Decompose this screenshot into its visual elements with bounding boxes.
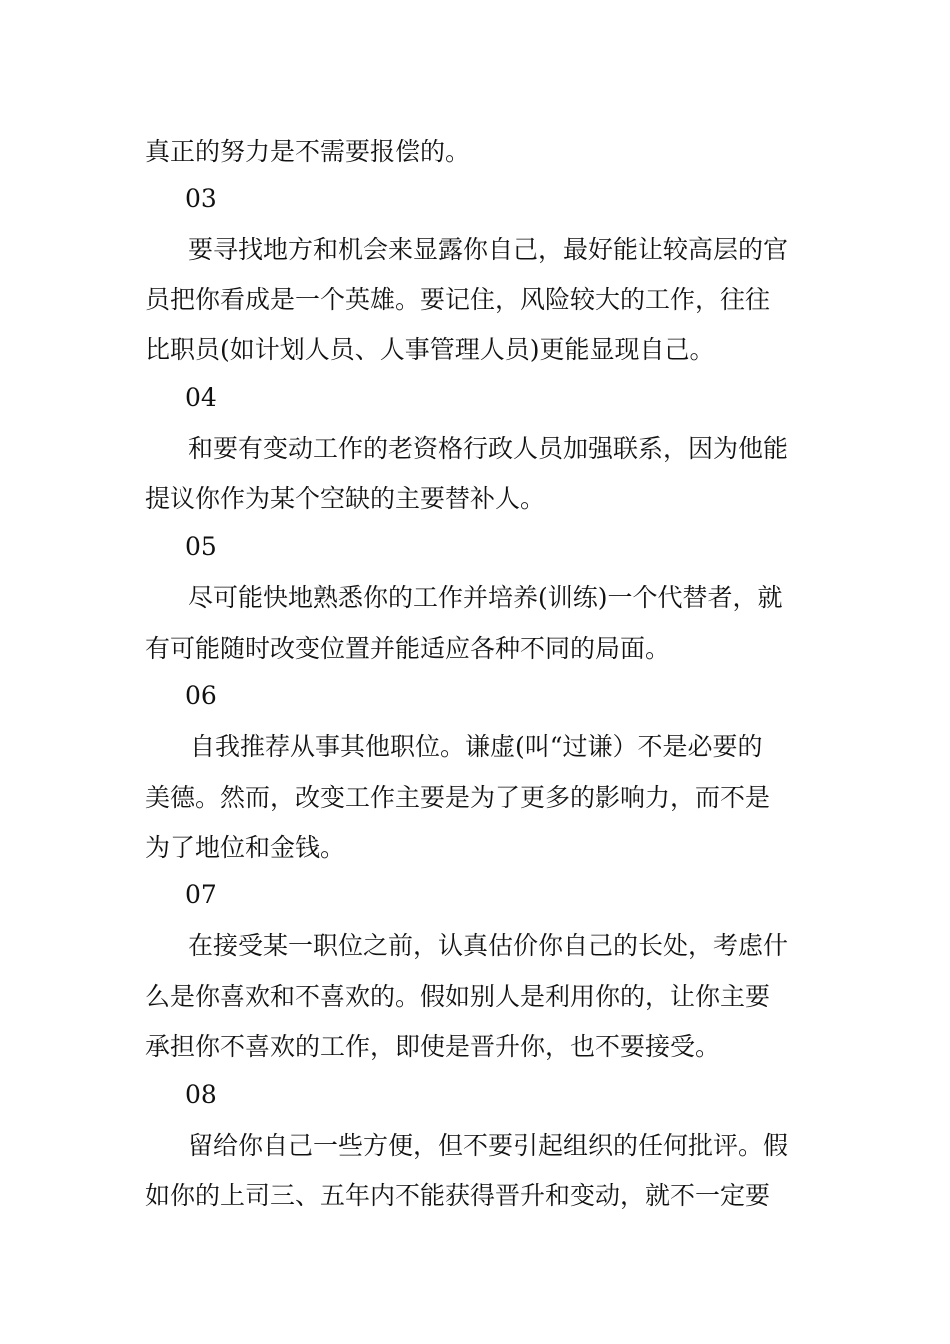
paragraph-line: 为了地位和金钱。 (145, 833, 346, 862)
paragraph-line: 要寻找地方和机会来显露你自己，最好能让较高层的官 (188, 235, 789, 264)
paragraph-line: 在接受某一职位之前，认真估价你自己的长处，考虑什 (188, 931, 789, 960)
paragraph-line: 美德。然而，改变工作主要是为了更多的影响力，而不是 (145, 783, 771, 812)
paragraph-line: 留给你自己一些方便，但不要引起组织的任何批评。假 (188, 1131, 789, 1160)
section-number: 03 (185, 184, 217, 213)
paragraph-line: 比职员(如计划人员、人事管理人员)更能显现自己。 (145, 335, 715, 364)
paragraph-line: 有可能随时改变位置并能适应各种不同的局面。 (145, 634, 671, 663)
section-number: 05 (185, 532, 217, 561)
section-number: 07 (185, 880, 217, 909)
paragraph-line: 么是你喜欢和不喜欢的。假如别人是利用你的，让你主要 (145, 982, 771, 1011)
paragraph-line: 提议你作为某个空缺的主要替补人。 (145, 484, 546, 513)
paragraph-line: 和要有变动工作的老资格行政人员加强联系，因为他能 (188, 434, 789, 463)
paragraph-line: 如你的上司三、五年内不能获得晋升和变动，就不一定要 (145, 1181, 771, 1210)
paragraph-line: 真正的努力是不需要报偿的。 (145, 137, 471, 166)
paragraph-line: 自我推荐从事其他职位。谦虚(叫“过谦）不是必要的 (190, 732, 763, 761)
paragraph-line: 承担你不喜欢的工作，即使是晋升你，也不要接受。 (145, 1032, 721, 1061)
paragraph-line: 尽可能快地熟悉你的工作并培养(训练)一个代替者，就 (188, 583, 783, 612)
section-number: 06 (185, 681, 217, 710)
section-number: 04 (185, 383, 217, 412)
paragraph-line: 员把你看成是一个英雄。要记住，风险较大的工作，往往 (145, 285, 771, 314)
section-number: 08 (185, 1080, 217, 1109)
